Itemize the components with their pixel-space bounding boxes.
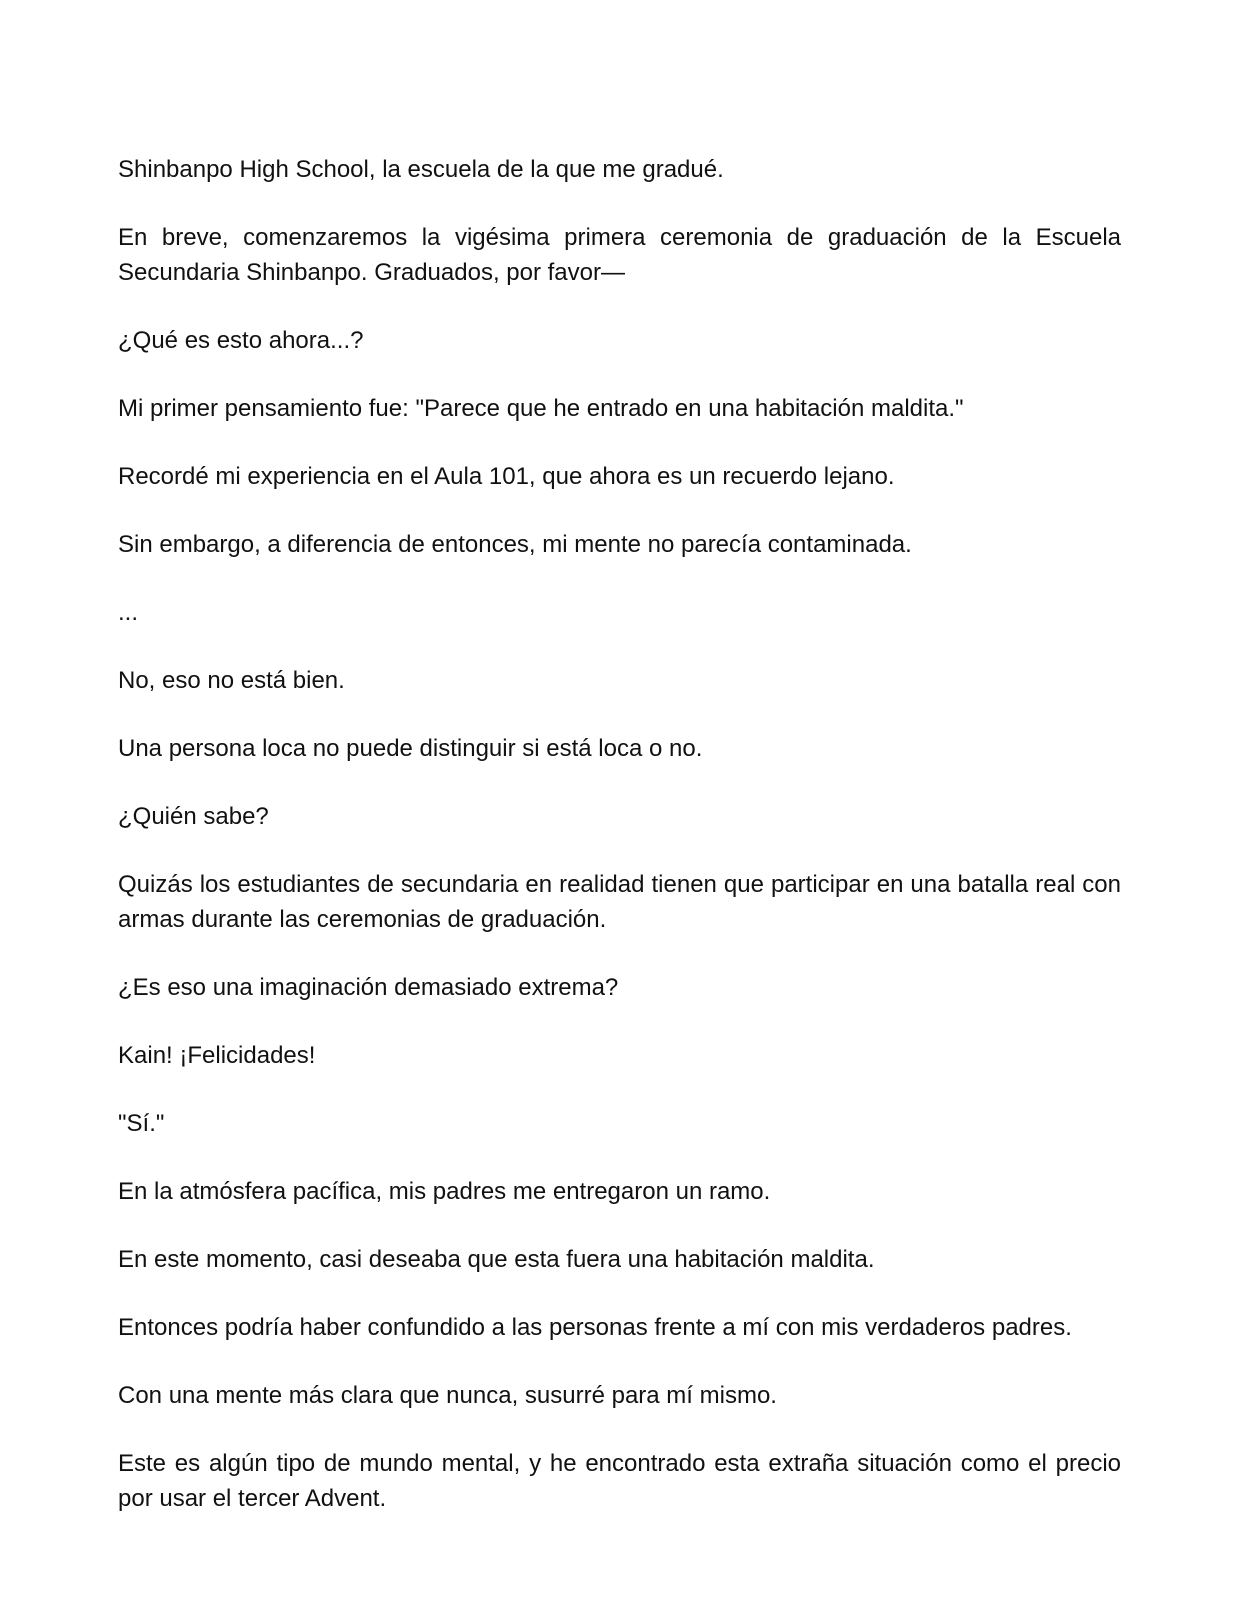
paragraph: ¿Qué es esto ahora...? (118, 327, 364, 354)
paragraph: No, eso no está bien. (118, 667, 345, 694)
paragraph: En la atmósfera pacífica, mis padres me entregaron un ramo. (118, 1178, 771, 1205)
paragraph: Quizás los estudiantes de secundaria en realidad tienen que participar en una batalla real con armas durante las ceremonias de graduación. (118, 871, 1121, 933)
paragraph: Con una mente más clara que nunca, susurré para mí mismo. (118, 1382, 777, 1409)
paragraph: "Sí." (118, 1110, 165, 1137)
paragraph: ¿Es eso una imaginación demasiado extrema? (118, 974, 619, 1001)
paragraph: Shinbanpo High School, la escuela de la que me gradué. (118, 156, 724, 183)
paragraph: Sin embargo, a diferencia de entonces, mi mente no parecía contaminada. (118, 531, 912, 558)
paragraph: En este momento, casi deseaba que esta fuera una habitación maldita. (118, 1246, 875, 1273)
paragraph: En breve, comenzaremos la vigésima primera ceremonia de graduación de la Escuela Secundaria Shinbanpo. Graduados, por favor— (118, 224, 1121, 286)
paragraph: Este es algún tipo de mundo mental, y he encontrado esta extraña situación como el precio por usar el tercer Advent. (118, 1450, 1121, 1512)
paragraph: ... (118, 599, 139, 626)
document-body (118, 152, 1121, 1549)
paragraph: ¿Quién sabe? (118, 803, 269, 830)
paragraph: Entonces podría haber confundido a las personas frente a mí con mis verdaderos padres. (118, 1314, 1072, 1341)
paragraph: Kain! ¡Felicidades! (118, 1042, 316, 1069)
paragraph: Una persona loca no puede distinguir si está loca o no. (118, 735, 703, 762)
paragraph: Recordé mi experiencia en el Aula 101, que ahora es un recuerdo lejano. (118, 463, 895, 490)
paragraph: Mi primer pensamiento fue: "Parece que he entrado en una habitación maldita." (118, 395, 964, 422)
